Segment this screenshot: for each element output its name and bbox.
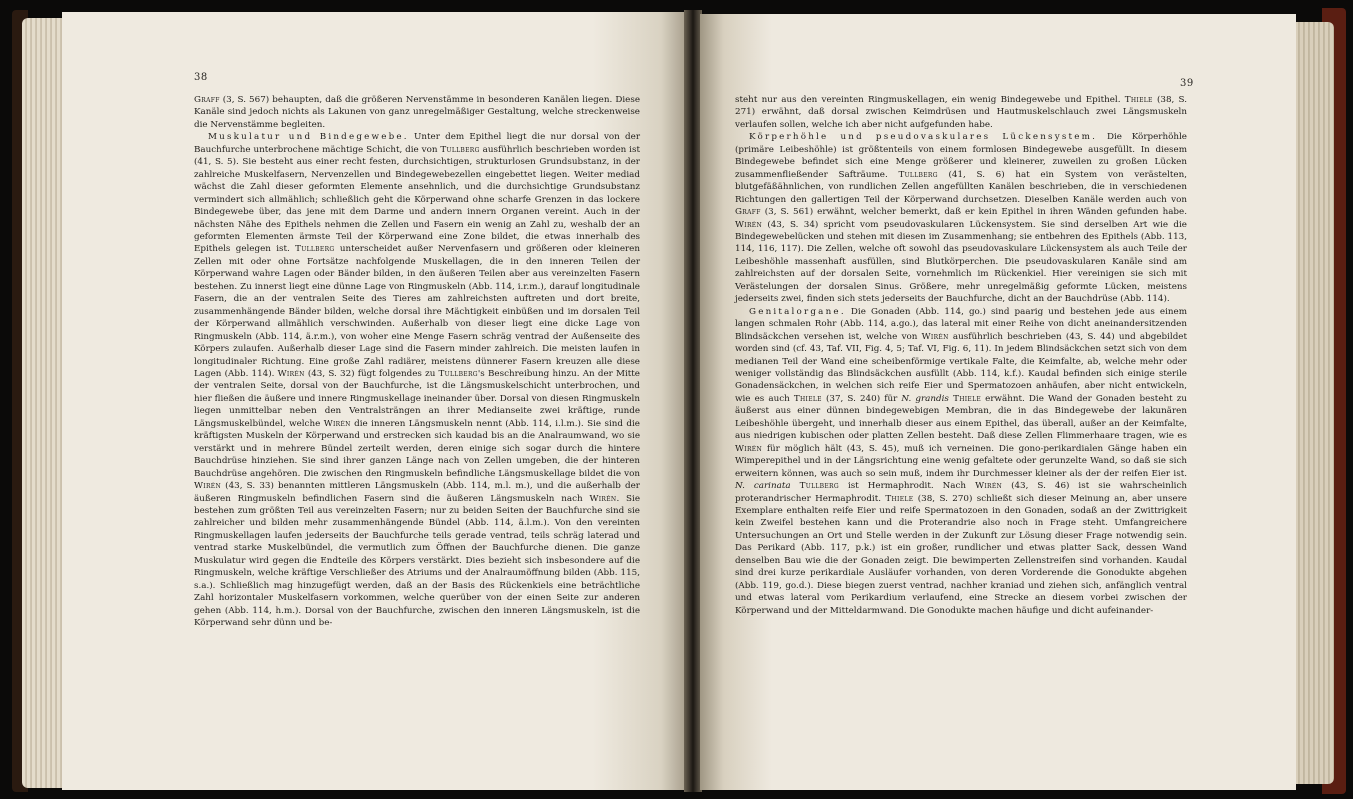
author-name: Wirén — [735, 443, 763, 454]
author-name: Wirén — [921, 331, 949, 342]
author-name: Graff — [194, 95, 220, 105]
paragraph — [735, 131, 1187, 305]
paragraph — [194, 131, 640, 629]
text-run: . Sie bestehen zum größten Teil aus vereinzelten Fasern; nur zu beiden Seiten der Bauchfurche sind sie zahlreicher und bilden mehr zusammenhängende Bündel (Abb. 114, ä.l.m.). Von den vereinten Ringmuskellagen laufen jederseits der Bauchfurche teils gerade ventrad, teils schräg laterad und ventrad starke Muskelbündel, die vermutlich zum Öffnen der Bauchfurche dienen. Die ganze Muskulatur wird gegen die Endteile des Körpers verstärkt. Dies bezieht sich insbesondere auf die Ringmuskeln, welche kräftige Verschließer des Atriums und der Analraumöffnung bilden (Abb. 115, s.a.). Schließlich mag hinzugefügt werden, daß an der Basis des Rückenkiels eine beträchtliche Zahl horizontaler Muskelfasern vorkommen, welche querüber von der einen Seite zur anderen gehen (Abb. 114, h.m.). Dorsal von der Bauchfurche, zwischen den inneren Längsmuskeln, ist die Körperwand sehr dünn und be- — [194, 493, 641, 629]
author-name: Thiele — [793, 393, 822, 404]
section-heading: Körperhöhle und pseudovaskulares Lückensystem. — [749, 132, 1098, 143]
text-run: (3, S. 567) behaupten, daß die größeren Nervenstämme in besonderen Kanälen liegen. Diese Kanäle sind jedoch nichts als Lakunen von ganz unregelmäßiger Gestaltung, welche streckenweise die Nervenstämme begleiten. — [194, 95, 640, 130]
text-run: (43, S. 32) fügt folgendes zu — [304, 368, 439, 379]
text-run: (41, S. 6) hat ein System von verästelten, blutgefäßähnlichen, von rundlichen Zellen angefüllten Kanälen beschrieben, die in verschiedenen Richtungen den gallertigen Teil der Körperwand durchsetzen. Dieselben Kanäle werden auch von — [735, 169, 1187, 205]
text-run: ist Hermaphrodit. Nach — [838, 481, 976, 492]
right-page-number: 39 — [1180, 78, 1194, 89]
text-run: (43, S. 34) spricht vom pseudovaskularen Lückensystem. Sie sind derselben Art wie die Bindegewebelücken und stehen mit diesen im Zusammenhang; sie entbehren des Epithels (Abb. 113, 114, 116, 117). Die Zellen, welche oft sowohl das pseudovaskulare Lückensystem als auch Teile der Leibeshöhle massenhaft ausfüllen, sind Blutkörperchen. Die pseudovaskularen Kanäle sind am zahlreichsten auf der dorsalen Seite, vornehmlich im Rückenkiel. Hier vereinigen sie sich mit Verästelungen der dorsalen Sinus. Größere, mehr unregelmäßig geformte Lücken, meistens jederseits zwei, finden sich stets jederseits der Bauchfurche, dicht an der Bauchdrüse (Abb. 114). — [735, 219, 1187, 305]
text-run: unterscheidet außer Nervenfasern und größeren oder kleineren Zellen mit oder ohne Fortsätze nachfolgende Muskellagen, die in den inneren Teilen der Körperwand wahre Lagen oder Bänder bilden, in den äußeren Teilen aber aus vereinzelten Fasern bestehen. Zu innerst liegt eine dünne Lage von Ringmuskeln (Abb. 114, i.r.m.), darauf longitudinale Fasern, die an der ventralen Seite des Tieres am zahlreichsten auftreten und dort breite, zusammenhängende Bänder bilden, welche dorsal ihre Mächtigkeit einbüßen und im dorsalen Teil der Körperwand allmählich verschwinden. Außerhalb von dieser liegt eine dicke Lage von Ringmuskeln (Abb. 114, ä.r.m.), von woher eine Menge Fasern schräg ventrad der Außenseite des Körpers zulaufen. Außerhalb dieser Lage sind die Fasern minder zahlreich. Die meisten laufen in longitudinaler Richtung. Eine große Zahl radiärer, meistens dünnerer Fasern kreuzen alle diese Lagen (Abb. 114). — [194, 244, 640, 379]
right-page-body — [735, 94, 1187, 617]
text-run: (3, S. 561) erwähnt, welcher bemerkt, daß er kein Epithel in ihren Wänden gefunden habe. — [760, 207, 1187, 218]
paragraph — [194, 94, 640, 131]
left-page-body — [194, 94, 640, 629]
text-run: 's Beschreibung hinzu. An der Mitte der ventralen Seite, dorsal von der Bauchfurche, ist die Längsmuskelschicht unterbrochen, und hier fließen die äußere und innere Ringmuskellage ineinander über. Dorsal von diesen Ringmuskeln liegen unmittelbar neben den Ventralsträngen an ihrer Medianseite zwei kräftige, runde Längsmuskelbündel, welche — [194, 368, 640, 429]
text-run: (38, S. 271) erwähnt, daß dorsal zwischen Keimdrüsen und Hautmuskelschlauch zwei Längsmuskeln verlaufen sollen, welche ich aber nicht aufgefunden habe. — [735, 95, 1187, 130]
author-name: Wirén — [735, 219, 763, 230]
page-edges-right — [1290, 22, 1334, 784]
author-name: Tullberg — [440, 144, 480, 155]
section-heading: Genitalorgane. — [749, 306, 846, 317]
author-name: Tullberg — [295, 244, 335, 255]
author-name: Wirén — [589, 493, 617, 504]
text-run — [791, 481, 800, 491]
right-page — [700, 14, 1296, 790]
text-run: Die Körperhöhle (primäre Leibeshöhle) ist größtenteils von einem formlosen Bindegewebe ausgefüllt. In diesem Bindegewebe befindet sich eine Menge größerer und kleinerer, zuweilen zu großen Lücken zusammenfließender Safträume. — [735, 132, 1187, 180]
author-name: Tullberg — [438, 368, 478, 379]
text-run: N. carinata — [735, 481, 791, 492]
text-run: (43, S. 46) ist sie wahrscheinlich proterandrischer Hermaphrodit. — [735, 481, 1187, 504]
text-run: die inneren Längsmuskeln nennt (Abb. 114, i.l.m.). Sie sind die kräftigsten Muskeln der Körperwand und erstrecken sich kaudad bis an die Analraumwand, wo sie verstärkt und in mehrere Bündel zerteilt werden, deren einige sich sogar durch die hintere Bauchdrüse hinziehen. Sie sind ihrer ganzen Länge nach von Zellen umgeben, die der hinteren Bauchdrüse angehören. Die zwischen den Ringmuskeln befindliche Längsmuskellage bildet die von — [194, 418, 640, 479]
author-name: Wirén — [323, 418, 351, 429]
text-run: erwähnt. Die Wand der Gonaden besteht zu äußerst aus einer dünnen bindegewebigen Membran, die in das Bindegewebe der lakunären Leibeshöhle übergeht, und innerhalb dieser aus einem Epithel, das überall, außer an der Keimfalte, aus niedrigen kubischen oder platten Zellen besteht. Daß diese Zellen Flimmerhaare tragen, wie es — [735, 393, 1188, 442]
text-run: Die Gonaden (Abb. 114, go.) sind paarig und bestehen jede aus einem langen schmalen Rohr (Abb. 114, a.go.), das lateral mit einer Reihe von dicht aneinandersitzenden Blindsäckchen versehen ist, welche von — [735, 306, 1187, 342]
text-run: (43, S. 33) benannten mittleren Längsmuskeln (Abb. 114, m.l. m.), und die außerhalb der äußeren Ringmuskeln befindlichen Fasern sind die äußeren Längsmuskeln nach — [194, 481, 640, 504]
paragraph — [735, 94, 1187, 131]
paragraph — [735, 306, 1187, 617]
author-name: Wirén — [277, 368, 305, 379]
author-name: Thiele — [953, 393, 982, 404]
left-page — [62, 12, 686, 790]
text-run: ausführlich beschrieben (43, S. 44) und abgebildet worden sind (cf. 43, Taf. VII, Fig. 4, 5; Taf. VI, Fig. 6, 11). In jedem Blindsäckchen setzt sich von dem medianen Teil der Wand eine scheibenförmige vertikale Falte, die Keimfalte, ab, welche mehr oder weniger vollständig das Blindsäckchen ausfüllt (Abb. 114, k.f.). Kaudal befinden sich einige sterile Gonadensäckchen, in welchen sich reife Eier und Spermatozoen anhäufen, aber nicht entwickeln, wie es auch — [735, 331, 1188, 404]
text-run: steht nur aus den vereinten Ringmuskellagen, ein wenig Bindegewebe und Epithel. — [735, 95, 1125, 105]
text-run: N. grandis — [901, 393, 949, 404]
author-name: Tullberg — [898, 169, 938, 180]
text-run: (37, S. 240) für — [821, 393, 902, 404]
section-heading: Muskulatur und Bindegewebe. — [208, 132, 409, 143]
text-run: (38, S. 270) schließt sich dieser Meinung an, aber unsere Exemplare enthalten reife Eier und reife Spermatozoen in den Gonaden, sodaß an der Zwittrigkeit kein Zweifel bestehen kann und die Proterandrie also noch in Frage steht. Umfangreichere Untersuchungen an Ort und Stelle werden in der Zukunft zur Lösung dieser Frage notwendig sein. Das Perikard (Abb. 117, p.k.) ist ein großer, rundlicher und etwas platter Sack, dessen Wand denselben Bau wie die der Gonaden zeigt. Die bewimperten Zellenstreifen sind vorhanden. Kaudal sind drei kurze perikardiale Ausläufer vorhanden, von deren Vorderende die Gonodukte abgehen (Abb. 119, go.d.). Diese biegen zuerst ventrad, nachher kraniad und ziehen sich, anfänglich ventral und etwas lateral vom Perikardium verlaufend, eine Strecke an diesem vorbei zwischen der Körperwand und der Mitteldarmwand. Die Gonodukte machen häufige und dicht aufeinander- — [735, 493, 1187, 616]
author-name: Graff — [735, 207, 761, 218]
text-run: Unter dem Epithel liegt die nur dorsal von der Bauchfurche unterbrochene mächtige Schicht, die von — [194, 132, 641, 155]
author-name: Thiele — [1124, 95, 1153, 105]
author-name: Wirén — [975, 481, 1003, 492]
author-name: Thiele — [885, 493, 914, 504]
left-page-number: 38 — [194, 72, 208, 83]
text-run: ausführlich beschrieben worden ist (41, S. 5). Sie besteht aus einer recht festen, durchsichtigen, strukturlosen Grundsubstanz, in der zahlreiche Muskelfasern, Nervenzellen und Bindegewebezellen eingebettet liegen. Weiter mediad wächst die Zahl dieser geformten Elemente ansehnlich, und die durchsichtige Grundsubstanz vermindert sich allmählich; schließlich geht die Körperwand ohne scharfe Grenzen in das lockere Bindegewebe über, das jene mit dem Darme und andern innern Organen vereint. Auch in der nächsten Nähe des Epithels nehmen die Zellen und Fasern ein wenig an Zahl zu, weshalb der an geformten Elementen ärmste Teil der Körperwand eine Zone bildet, die etwas innerhalb des Epithels gelegen ist. — [194, 144, 640, 255]
author-name: Tullberg — [799, 481, 839, 492]
text-run: für möglich hält (43, S. 45), muß ich verneinen. Die gono-perikardialen Gänge haben ein Wimperepithel und in der Längsrichtung eine wenig gefaltete oder gerunzelte Wand, so daß sie sich erweitern können, was auch so sein muß, indem ihr Durchmesser kleiner als der der reifen Eier ist. — [735, 443, 1187, 479]
author-name: Wirén — [194, 481, 222, 492]
